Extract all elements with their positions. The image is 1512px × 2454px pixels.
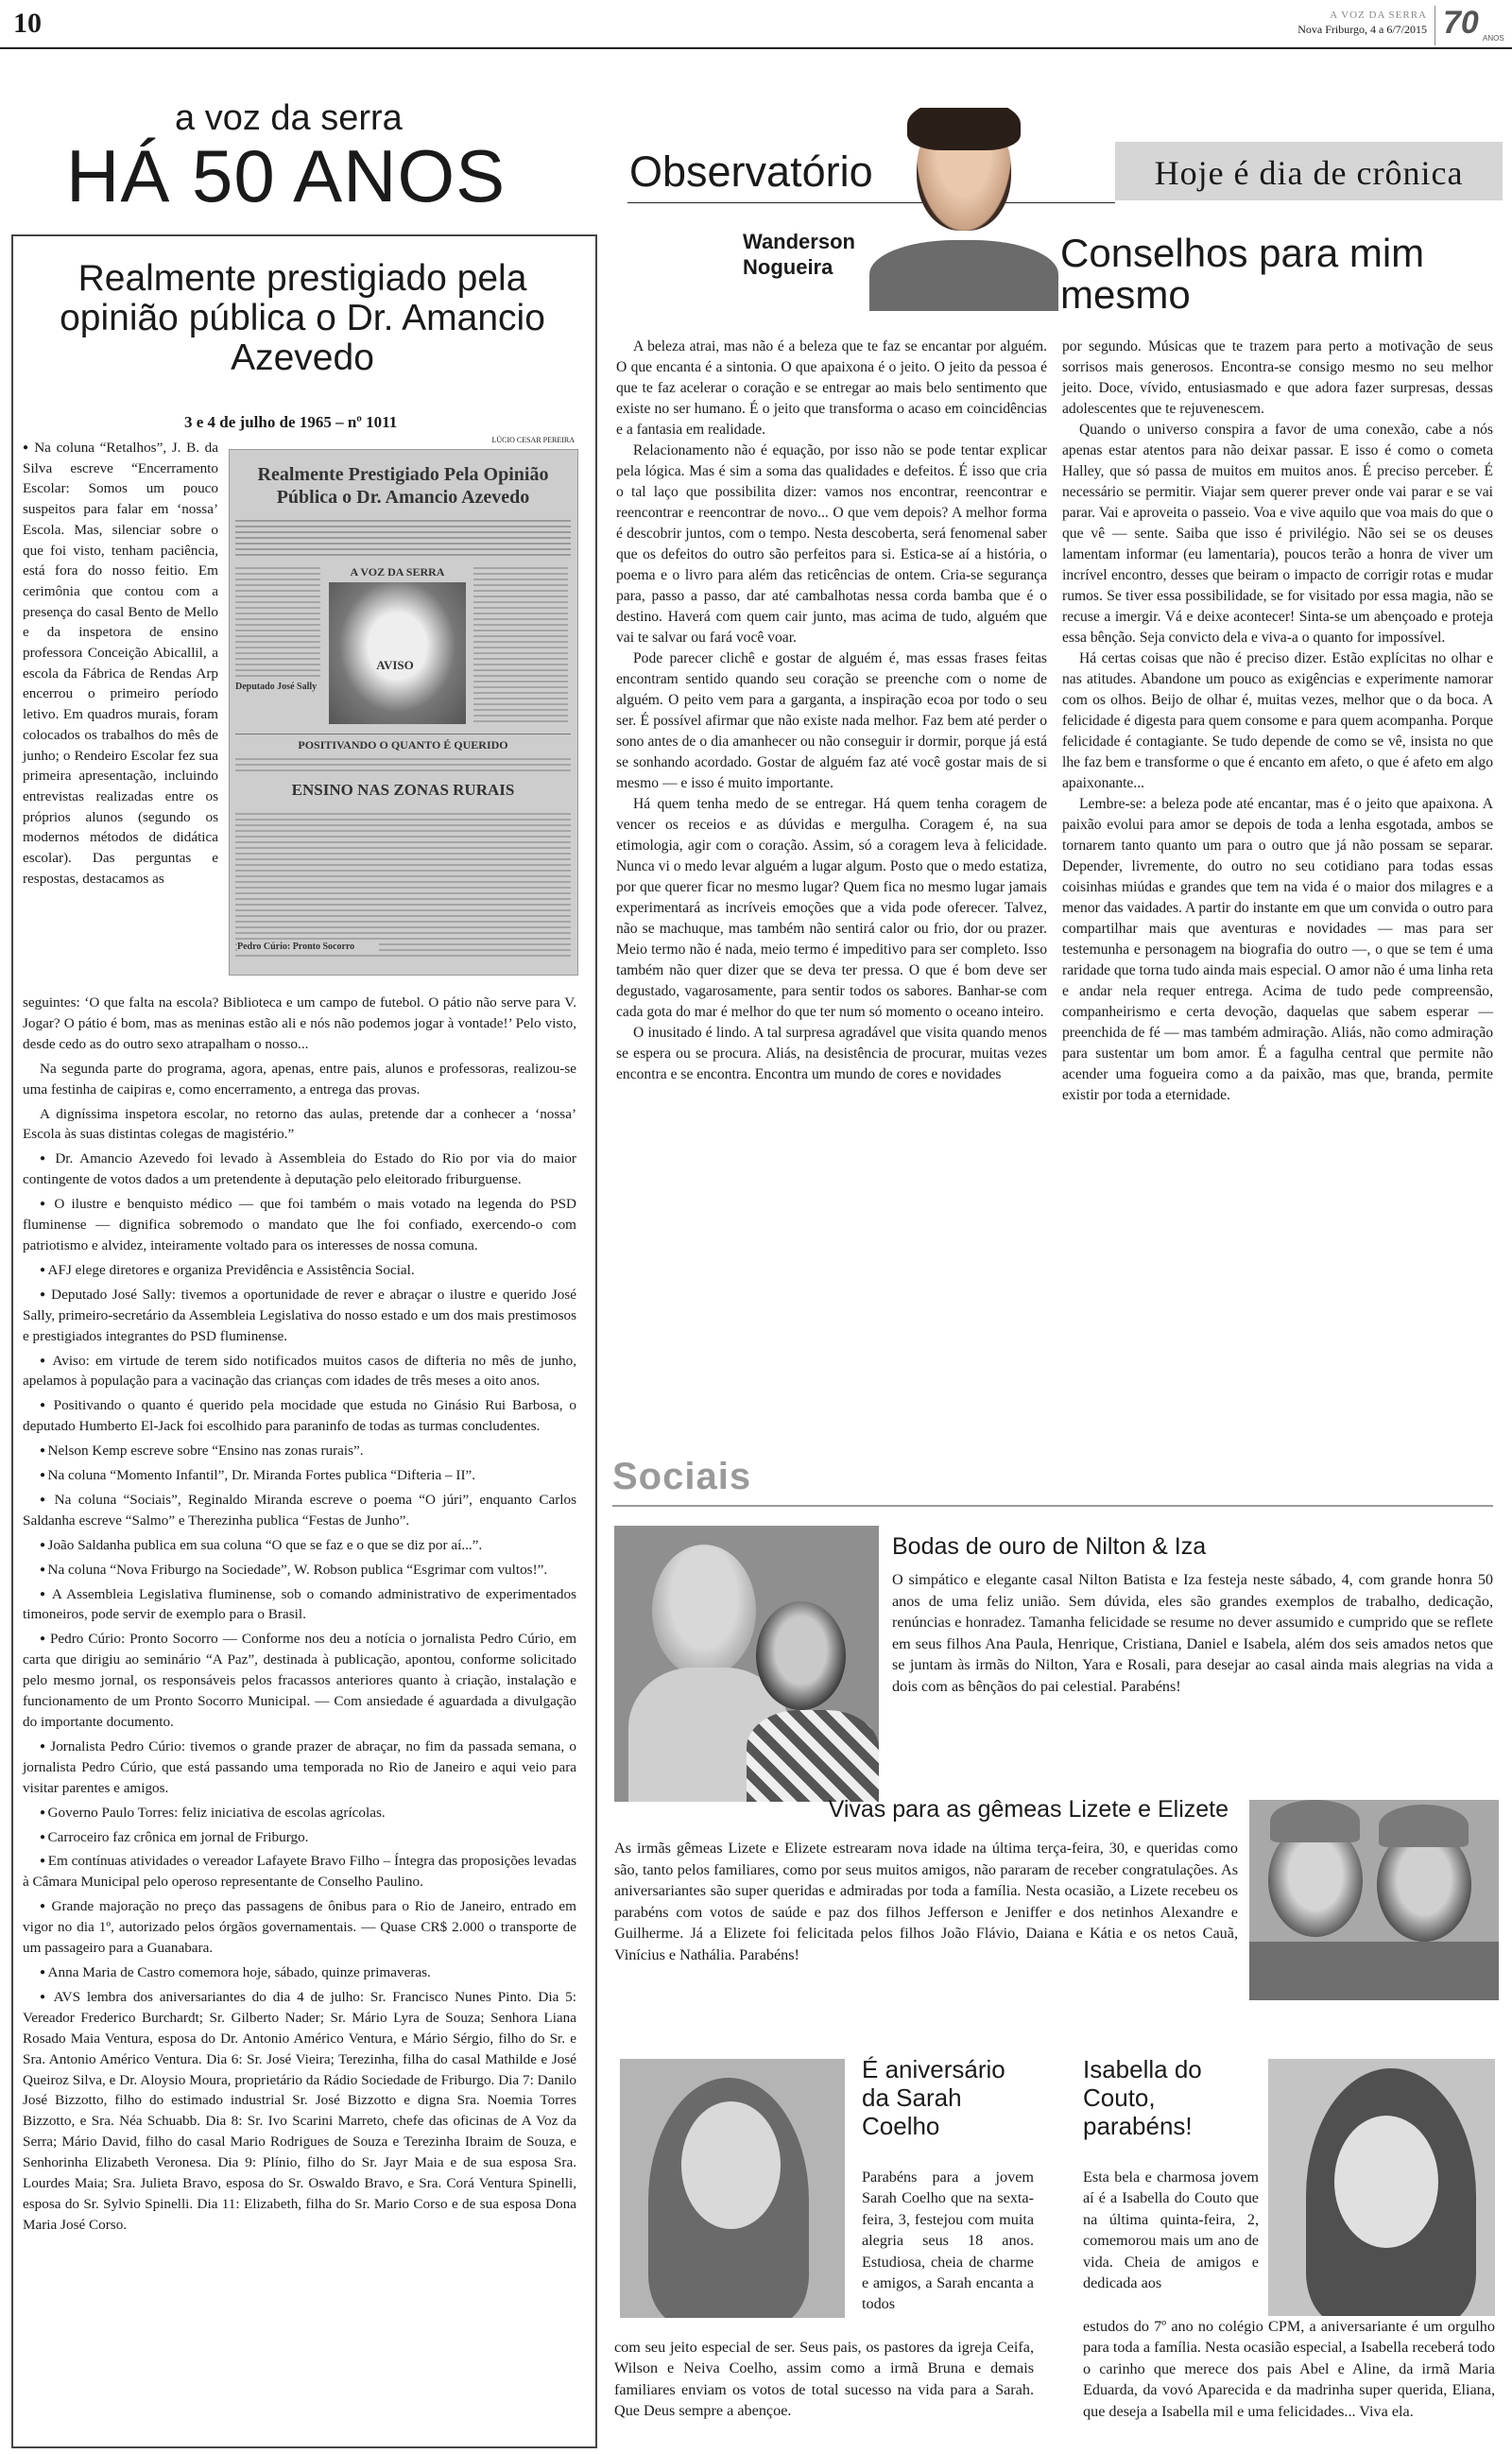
sarah-text-wide: com seu jeito especial de ser. Seus pais, os pastores da igreja Ceifa, Wilson e Neiva Coelho, assim como a irmã Bruna e demais familiares enviam os votos de total sucesso na vida para a Sarah. Que Deus sempre a abençoe. (614, 2339, 1034, 2420)
logo-sub: ANOS (1483, 34, 1504, 43)
gemeas-headline: Vivas para as gêmeas Lizete e Elizete (828, 1796, 1228, 1823)
observatorio-paragraph: A beleza atrai, mas não é a beleza que te faz se encantar por alguém. O que encanta é a sintonia. O que apaixona é o jeito. O jeito da pessoa é que te faz acelerar o coração e se entregar ao mais belo sentimento que existe no ser humano. É o jeito que transforma o acaso em coincidências e a fantasia em realidade. (616, 338, 1047, 438)
newspaper-clipping (229, 449, 578, 976)
ha50-bullet: ● João Saldanha publica em sua coluna “O que se faz e o que se diz por aí...”. (23, 1535, 576, 1556)
photo-credit: LÚCIO CESAR PEREIRA (491, 436, 575, 444)
cronica-headline: Conselhos para mim mesmo (1060, 231, 1425, 317)
ha50-bullet: ● Na coluna “Momento Infantil”, Dr. Miranda Fortes publica “Difteria – II”. (23, 1465, 576, 1486)
wife-scarf (747, 1710, 879, 1802)
clip-text-lines (235, 516, 571, 558)
paper-name: A VOZ DA SERRA (1330, 9, 1427, 21)
ha50-bullet: ● Aviso: em virtude de terem sido notificados muitos casos de difteria no mês de junho, apelamos à população para a vacinação das crianças com idades de três meses a oito anos. (23, 1351, 576, 1392)
ha50-bullet: ● Grande majoração no preço das passagens de ônibus para o Rio de Janeiro, entrado em vigor no dia 1º, autorizado pelos órgãos governamentais. — Quase CR$ 2.000 o transporte de um passageiro para a Guanabara. (23, 1896, 576, 1959)
ha50-bullet: ● Carroceiro faz crônica em jornal de Friburgo. (23, 1827, 576, 1848)
clip-column-right (473, 563, 568, 724)
ha50-headline: Realmente prestigiado pela opinião pública o Dr. Amancio Azevedo (60, 258, 545, 378)
ha50-paragraph: A digníssima inspetora escolar, no retorno das aulas, pretende dar a conhecer a ‘nossa’ Escola às suas distintas colegas de magistério.” (23, 1105, 576, 1143)
section-title: HÁ 50 ANOS (66, 134, 507, 217)
clip-lines-3 (235, 809, 571, 960)
sarah-face (681, 2101, 781, 2229)
ha50-narrow-text (23, 438, 218, 889)
sarah-photo (620, 2059, 845, 2318)
author-first: Wanderson (743, 230, 855, 253)
isabella-text-narrow: Esta bela e charmosa jovem aí é a Isabella do Couto que na última quinta-feira, 2, comemorou mais um ano de vida. Cheia de amigos e dedicada aos (1083, 2169, 1259, 2292)
cronica-paragraph: Quando o universo conspira a favor de uma conexão, cabe a nós apenas estar atentos para não deixar passar. E isso é como o cometa Halley, que só passa de muitos em muitos anos. É preciso perceber. É necessário se permitir. Viajar sem querer prever onde vai parar e se vai parar. Vai e aproveita o passeio. Voa e vive aquilo que voa mais do que o que vê — sente. Saiba que isso é privilégio. Não sei se os deuses lamentam informar (eu lamentaria), poucos terão a honra de viver um incrível encontro, desses que beiram o impacto de corrigir rotas e mudar rumos. Se tiver essa possibilidade, se for visitado por essa magia, não se recuse a imergir. Vá e deixe acontecer! Sinta-se um abençoado e proteja essa bênção. Seja convicto dela e viva-a o quanto for impossível. (1062, 422, 1493, 646)
ha50-bullet: ● Anna Maria de Castro comemora hoje, sábado, quinze primaveras. (23, 1962, 576, 1983)
cronica-body (1062, 337, 1493, 1106)
bullet-icon (23, 440, 34, 456)
ha50-bullet: ● O ilustre e benquisto médico — que foi também o mais votado na legenda do PSD fluminense — dignifica sobremodo o mandato que lhe foi confiado, exercendo-o com patriotismo e alvidez, inteiramente voltado para os interesses de nossa comuna. (23, 1194, 576, 1256)
twin-right-hat (1379, 1805, 1469, 1847)
ha50-bullet: ● AFJ elege diretores e organiza Previdência e Assistência Social. (23, 1260, 576, 1281)
ha50-bullet: ● Governo Paulo Torres: feliz iniciativa de escolas agrícolas. (23, 1803, 576, 1823)
wife-face (756, 1601, 846, 1710)
observatorio-paragraph: O inusitado é lindo. A tal surpresa agradável que visita quando menos se espera ou se procura. Aliás, na desistência de procurar, muitas vezes encontra e se encontra. Encontra um mundo de cores e novidades (616, 1025, 1047, 1082)
retalhos-text: Na coluna “Retalhos”, J. B. da Silva escreve “Encerramento Escolar: Somos um pouco suspeitos para falar em ‘nossa’ Escola. Mas, silenciar sobre o que foi visto, tenham paciência, está fora do nosso feitio. Em cerimônia que contou com a presença do casal Bento de Mello e da inspetora de ensino professora Conceição Abicallil, a escola da Fábrica de Rendas Arp encerrou o primeiro período letivo. Em quadros murais, foram colocados os trabalhos do mês de junho; o Rendeiro Escolar fez sua primeira apresentação, incluindo entrevistas realizadas entre os próprios alunos (segundo os modernos métodos de didática escolar). Das perguntas e respostas, destacamos as (23, 440, 218, 887)
author-name (743, 229, 855, 280)
clip-box-positivando: POSITIVANDO O QUANTO É QUERIDO (235, 734, 571, 752)
gemeas-text: As irmãs gêmeas Lizete e Elizete estrearam nova idade na última terça-feira, 30, e queridas como são, tanto pelos familiares, como por seus muitos amigos, não pararam de receber congratulações. As aniversariantes são super queridas e admiradas por toda a família. Nesta ocasião, a Lizete recebeu os parabéns com votos de saúde e paz dos filhos Jefferson e Jeniffer e dos netinhos Alexandre e Guilherme. Já a Elizete foi felicitada pelos filhos João Flávio, Daiana e Kátia e os netos Cauã, Vinícius e Nathália. Parabéns! (614, 1840, 1238, 1963)
ha50-bullet: ● Nelson Kemp escreve sobre “Ensino nas zonas rurais”. (23, 1441, 576, 1461)
observatorio-paragraph: Relacionamento não é equação, por isso não se pode tentar explicar pela lógica. Mas é sim a soma das qualidades e defeitos. É isso que cria o tal laço que possibilita dizer: vamos nos encontrar, reencontrar e reencontrar e reencontrar de novo... O que vem depois? A melhor forma é descobrir juntos, com o tempo. Nesta descoberta, será fenomenal saber que os defeitos do outro são perfeitos para si. Estica-se aí a história, o poema e o livro para além das reticências de ontem. Cria-se segurança para, passo a passo, dar até cambalhotas nessa corda bamba que é o destino. Haverá com quem cair junto, mas acima de tudo, alguém que vai te salvar ou fará você voar. (616, 442, 1047, 646)
ha50-bullet: ● Deputado José Sally: tivemos a oportunidade de rever e abraçar o ilustre e querido José Sally, primeiro-secretário da Assembleia Legislativa do nosso estado e um dos mais prestimosos e prestigiados integrantes do PSD fluminense. (23, 1285, 576, 1347)
isabella-text-wide: estudos do 7º ano no colégio CPM, a aniversariante é um orgulho para toda a família. Nesta ocasião especial, a Isabella receberá todo o carinho que merece dos pais Abel e Aline, da irmã Maria Eduarda, da vovó Aparecida e da madrinha super querida, Eliana, que deseja a Isabella mil e uma felicidades... Viva ela. (1083, 2318, 1495, 2420)
clip-box-curio: Pedro Cúrio: Pronto Socorro (237, 942, 379, 952)
ha50-bullet: ● A Assembleia Legislativa fluminense, sob o comando administrativo de experimentados timoneiros, pode servir de exemplo para o Brasil. (23, 1584, 576, 1626)
anniversary-logo (1435, 6, 1502, 45)
husband-face (652, 1545, 756, 1677)
clip-headline: Realmente Prestigiado Pela Opinião Pública o Dr. Amancio Azevedo (257, 464, 549, 508)
page-number: 10 (13, 8, 42, 39)
ha50-bullet: ● Na coluna “Nova Friburgo na Sociedade”, W. Robson publica “Esgrimar com vultos!”. (23, 1560, 576, 1581)
clip-box-ensino: ENSINO NAS ZONAS RURAIS (291, 781, 515, 799)
author-shirt (869, 240, 1058, 311)
gemeas-photo (1249, 1800, 1499, 2000)
author-hair (907, 108, 1021, 150)
cronica-paragraph: Lembre-se: a beleza pode até encantar, mas é o jeito que apaixona. A paixão evolui para amor se depois de toda a lenha esgotada, ambos se tornarem tanto quanto um para o outro que já não possam se separar. Depender, livremente, do outro no seu cotidiano para todas essas coisinhas miúdas e grandes que tem na vida é o maior dos milagres e a menor das vaidades. A partir do instante em que um convida o outro para compartilhar mais que aventuras e novidades — mas para ser testemunha e personagem na biografia do outro —, o que se tem é uma raridade que torna tudo ainda mais especial. O amor não é uma linha reta e andar nela requer entrega. Acima de tudo pede compreensão, companheirismo e certa devoção, daquelas que sabem esperar — preenchida de fé — mas também admiração. Aliás, não como admiração para sustentar um bom amor. É a fagulha central que permite não acender uma fogueira como a da paixão, mas que, branda, permite existir por toda a eternidade. (1062, 796, 1493, 1103)
cronica-paragraph: Há certas coisas que não é preciso dizer. Estão explícitas no olhar e nas atitudes. Abandone um pouco as exigências e experimente namorar com os olhos. Beijo de olhar é, muitas vezes, melhor que o da boca. A felicidade é digesta para quem consome e para quem acompanha. Porque felicidade é contagiante. Se tudo depende de como se vê, insista no que lhe faz bem e transforme o que é encanto em afeto, o que é afeto em algo apaixonante... (1062, 650, 1493, 791)
ha50-bullet: ● Jornalista Pedro Cúrio: tivemos o grande prazer de abraçar, no fim da passada semana, o jornalista Pedro Cúrio, que está passando uma temporada no Rio de Janeiro e aqui veio para visitar parentes e amigos. (23, 1737, 576, 1799)
author-photo (869, 108, 1058, 311)
dateline: 3 e 4 de julho de 1965 – nº 1011 (184, 413, 398, 431)
isabella-headline: Isabella do Couto, parabéns! (1083, 2055, 1202, 2140)
author-last: Nogueira (743, 255, 833, 279)
ha50-bullet: ● Em contínuas atividades o vereador Lafayete Bravo Filho – Íntegra das proposições levadas à Câmara Municipal pelo operoso representante de Conselho Paulino. (23, 1851, 576, 1892)
bodas-text: O simpático e elegante casal Nilton Batista e Iza festeja neste sábado, 4, com grande honra 50 anos de uma feliz união. Sem dúvida, eles são grandes exemplos de trabalho, dedicação, renúncias e honradez. Tamanha felicidade se resume no dever assumido e cumprido que se reflete em seus filhos Ana Paula, Henrique, Cristiana, Daniel e Isabela, além dos seis amados netos que se juntam às irmãs do Nilton, Yara e Rosali, para desejar ao casal ainda mais alegrias na vida a dois com as bênçãos do pai celestial. Parabéns! (892, 1571, 1493, 1695)
cronica-section-title: Hoje é dia de crônica (1154, 154, 1464, 192)
twin-left-hat (1270, 1800, 1360, 1842)
ha50-bullet: ● AVS lembra dos aniversariantes do dia 4 de julho: Sr. Francisco Nunes Pinto. Dia 5: Vereador Frederico Burchardt; Sr. Gilberto Nader; Sr. Mário Lyra de Souza; Senhora Liana Rosado Maia Ventura, esposa do Dr. Antonio Américo Ventura, e Mário Sérgio, filho do Sr. e Sra. Antonio Américo Ventura. Dia 6: Sr. José Vieira; Terezinha, filha do casal Mathilde e José Queiroz Silva, e Dr. Aloysio Moura, proprietário da Rádio Sociedade de Friburgo. Dia 7: Danilo José Bizzotto, filho do estimado industrial Sr. José Bizzotto e digna Sra. Noemia Torres Bizzotto, e Sra. Néa Schuabb. Dia 8: Sr. Ivo Scarini Marreto, chefe das oficinas de A Voz da Serra; Mário David, filho do casal Mario Rodrigues de Souza e Terezinha Ibraim de Souza, e Senhorinha Elizabeth Veronesa. Dia 9: Plínio, filho do Sr. Jayr Maia e de sua esposa Sra. Lourdes Maia; Sra. Julieta Bravo, esposa do Sr. Oswaldo Bravo, e Sra. Corá Ventura Spinelli, esposa do Sr. Sylvio Spinelli. Dia 11: Elizabeth, filha do Sr. Mario Corso e de sua esposa Dona Maria José Corso. (23, 1987, 576, 2236)
edition-date: Nova Friburgo, 4 a 6/7/2015 (1297, 23, 1427, 36)
observatorio-paragraph: Pode parecer clichê e gostar de alguém é, mas essas frases feitas encontram sentido quando seu coração se preenche com o nome de alguém. O peito vem para a garganta, a inspiração ecoa por todo o seu ser. É possível afirmar que não existe nada melhor. Faz bem até perder o sono antes de o dia amanhecer ou não conseguir ir dormir, porque já está se sonhando acordado. Gostar de alguém faz até você gostar mais de si mesmo — e isso é muito importante. (616, 650, 1047, 791)
observatorio-paragraph: Há quem tenha medo de se entregar. Há quem tenha coragem de vencer os receios e as dúvidas e mergulha. Coragem é, na sua etimologia, agir com o coração. Assim, só a coragem leva à felicidade. Nunca vi o medo levar alguém a lugar algum. Posto que o medo estatiza, por que querer ficar no mesmo lugar? Quem fica no mesmo lugar jamais experimentará as incríveis emoções que a vida pode oferecer. Talvez, não se machuque, mas também não sentirá calor ou frio, dor ou prazer. Meio termo não é nada, meio termo é impeditivo para ser completo. Isso também não quer dizer que se deva ter pressa. O que é bom deve ser degustado, vagarosamente, para sentir todos os sabores. Banhar-se com cada gota do mar é melhor do que ter num só momento o oceano inteiro. (616, 796, 1047, 1020)
sarah-text-narrow: Parabéns para a jovem Sarah Coelho que na sexta-feira, 3, festejou com muita alegria seus 18 anos. Estudiosa, cheia de charme e amigos, a Sarah encanta a todos (862, 2169, 1034, 2313)
header-rule (0, 47, 1512, 49)
cronica-paragraph: por segundo. Músicas que te trazem para perto a motivação de seus sorrisos mais generosos. Encontra-se consigo mesmo no seu melhor jeito. Doce, vívido, entusiasmado e que adora fazer surpresas, dessas adolescentes que te rejuvenescem. (1062, 338, 1493, 417)
clip-lines-2 (235, 754, 571, 775)
sociais-rule (612, 1505, 1493, 1507)
sociais-title: Sociais (612, 1456, 752, 1497)
section-kicker: a voz da serra (175, 98, 403, 138)
ha50-bullet: ● Na coluna “Sociais”, Reginaldo Miranda escreve o poema “O júri”, enquanto Carlos Saldanha escreve “Salmo” e Therezinha publica “Festas de Junho”. (23, 1490, 576, 1531)
ha50-paragraph: Na segunda parte do programa, agora, apenas, entre pais, alunos e professoras, realizou-se uma festinha de caipiras e, como encerramento, a entrega das provas. (23, 1060, 576, 1097)
ha50-bullet: ● Pedro Cúrio: Pronto Socorro — Conforme nos deu a notícia o jornalista Pedro Cúrio, em carta que dirigiu ao seminário “A Paz”, destinada à publicação, apontou, conforme solicitado pelo mesmo jornal, os responsáveis pelos fracassos anteriores quanto à criação, instalação e funcionamento de um Pronto Socorro Municipal. — Com ansiedade é aguardada a divulgação do importante documento. (23, 1629, 576, 1733)
ha50-bullet: ● Positivando o quanto é querido pela mocidade que estuda no Ginásio Rui Barbosa, o deputado Humberto El-Jack foi escolhido para paraninfo de todas as turmas concludentes. (23, 1395, 576, 1437)
clip-masthead: A VOZ DA SERRA (350, 565, 445, 579)
observatorio-body (616, 337, 1047, 1085)
clip-box-aviso: AVISO (376, 658, 414, 672)
clip-portrait (329, 582, 466, 724)
clip-box-sally: Deputado José Sally (235, 682, 318, 692)
ha50-paragraph: seguintes: ‘O que falta na escola? Biblioteca e um campo de futebol. O pátio não serve para V. Jogar? O pátio é bom, mas as meninas estão ali e nós não podemos jogar à vontade!’ Pelo visto, desde cedo as do outro sexo atrapalham o nosso... (23, 994, 576, 1052)
isabella-photo (1268, 2059, 1495, 2316)
bodas-photo (614, 1526, 879, 1802)
observatorio-title: Observatório (629, 147, 873, 196)
isabella-face (1334, 2116, 1438, 2248)
clip-column (235, 563, 320, 677)
bodas-headline: Bodas de ouro de Nilton & Iza (892, 1533, 1207, 1560)
ha50-body (23, 993, 576, 2239)
ha50-bullet: ● Dr. Amancio Azevedo foi levado à Assembleia do Estado do Rio por via do maior contingente de votos dados a um pretendente à deputação pelo eleitorado friburguense. (23, 1149, 576, 1190)
logo-number: 70 (1443, 5, 1479, 41)
twins-clothes (1249, 1942, 1499, 2000)
sarah-headline: É aniversário da Sarah Coelho (862, 2055, 1005, 2140)
